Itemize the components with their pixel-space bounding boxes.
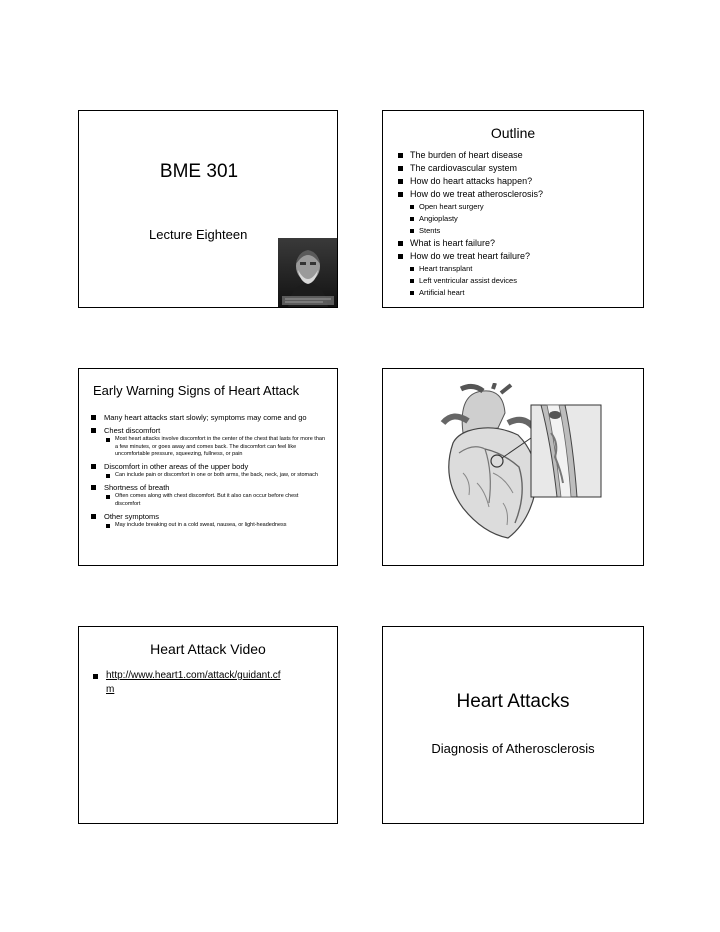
bullet-icon xyxy=(410,205,414,209)
list-item: How do we treat atherosclerosis? xyxy=(383,188,643,201)
bullet-icon xyxy=(410,217,414,221)
list-subitem: Stents xyxy=(383,225,643,237)
list-subitem: Open heart surgery xyxy=(383,201,643,213)
slide-warning-signs xyxy=(78,368,338,566)
bullet-icon xyxy=(398,241,403,246)
bullet-icon xyxy=(410,267,414,271)
bullet-icon xyxy=(91,485,96,490)
list-subitem: Left ventricular assist devices xyxy=(383,275,643,287)
list-item: Many heart attacks start slowly; symptoms may come and go xyxy=(79,413,337,423)
video-link-block[interactable] xyxy=(106,669,281,697)
course-title: BME 301 xyxy=(159,161,239,182)
list-item: How do we treat heart failure? xyxy=(383,250,643,263)
bullet-icon xyxy=(106,524,110,528)
list-subitem: May include breaking out in a cold sweat, nausea, or light-headedness xyxy=(79,522,337,530)
list-subitem: Angioplasty xyxy=(383,213,643,225)
bullet-icon xyxy=(398,166,403,171)
bullet-icon xyxy=(91,464,96,469)
slide-heart-illustration xyxy=(382,368,644,566)
list-item: What is heart failure? xyxy=(383,237,643,250)
slide-title xyxy=(78,110,338,308)
bullet-icon xyxy=(410,291,414,295)
outline-list xyxy=(383,149,643,299)
bullet-icon xyxy=(106,495,110,499)
video-link[interactable]: http://www.heart1.com/attack/guidant.cf xyxy=(106,670,281,681)
list-item: The cardiovascular system xyxy=(383,162,643,175)
section-subtitle: Diagnosis of Atherosclerosis xyxy=(431,741,595,756)
bullet-icon xyxy=(91,514,96,519)
list-item: Chest discomfort xyxy=(79,426,337,436)
list-subitem: Can include pain or discomfort in one or both arms, the back, neck, jaw, or stomach xyxy=(79,472,337,480)
list-subitem: Often comes along with chest discomfort. But it also can occur before chest discomfort xyxy=(79,493,337,508)
bullet-icon xyxy=(410,279,414,283)
outline-title: Outline xyxy=(490,125,536,141)
bullet-icon xyxy=(410,229,414,233)
list-subitem: Artificial heart xyxy=(383,287,643,299)
bullet-icon xyxy=(398,192,403,197)
lecture-subtitle: Lecture Eighteen xyxy=(149,227,248,242)
bullet-icon xyxy=(93,674,98,679)
list-subitem: Heart transplant xyxy=(383,263,643,275)
slide-heart-attack-video xyxy=(78,626,338,824)
list-item: Discomfort in other areas of the upper body xyxy=(79,462,337,472)
warning-title: Early Warning Signs of Heart Attack xyxy=(93,383,300,398)
list-item: Shortness of breath xyxy=(79,483,337,493)
section-title: Heart Attacks xyxy=(456,691,570,712)
video-link-continued[interactable]: m xyxy=(106,684,115,695)
heart-diagram xyxy=(423,383,608,543)
slide-heart-attacks xyxy=(382,626,644,824)
slide-outline xyxy=(382,110,644,308)
video-title: Heart Attack Video xyxy=(150,641,266,657)
bullet-icon xyxy=(106,438,110,442)
bullet-icon xyxy=(91,428,96,433)
bullet-icon xyxy=(106,474,110,478)
warning-list xyxy=(79,410,337,530)
bullet-icon xyxy=(398,254,403,259)
bullet-icon xyxy=(398,179,403,184)
list-item: The burden of heart disease xyxy=(383,149,643,162)
list-item: How do heart attacks happen? xyxy=(383,175,643,188)
list-item: Other symptoms xyxy=(79,512,337,522)
list-subitem: Most heart attacks involve discomfort in the center of the chest that lasts for more than a few minutes, or goes away and comes back. The discomfort can feel like uncomfortable pressure, squeezing, fullness, or pain xyxy=(79,436,337,459)
bullet-icon xyxy=(398,153,403,158)
portrait-photo xyxy=(278,238,338,308)
bullet-icon xyxy=(91,415,96,420)
